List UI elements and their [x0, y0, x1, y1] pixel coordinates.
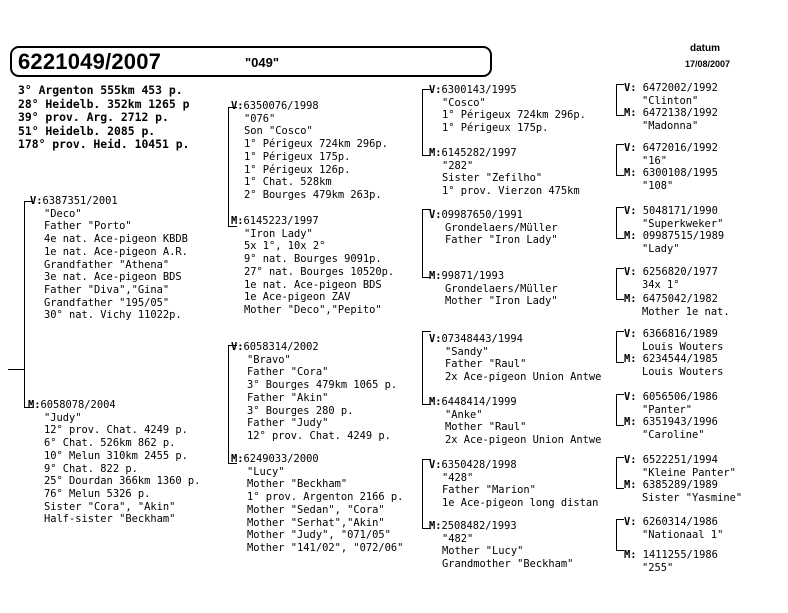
- pedigree-line: Mother "Sedan", "Cora": [247, 503, 385, 516]
- pedigree-line: 1° prov. Argenton 2166 p.: [247, 491, 404, 504]
- performance-line: 178° prov. Heid. 10451 p.: [18, 137, 190, 151]
- pedigree-line: "Deco": [44, 207, 82, 220]
- pedigree-line: "428": [442, 471, 474, 484]
- gen4-14: [624, 479, 742, 504]
- dam-label: M:: [624, 293, 637, 305]
- pedigree-line: Father "Cora": [247, 366, 329, 379]
- pedigree-line: "Nationaal 1": [642, 528, 724, 541]
- pedigree-line: 27° nat. Bourges 10520p.: [244, 265, 395, 278]
- pedigree-line: "Judy": [44, 411, 82, 424]
- ring-number: 6350428/1998: [441, 459, 517, 471]
- pedigree-line: "Bravo": [247, 353, 291, 366]
- gen3-4: [429, 270, 612, 308]
- pedigree-line: Father "Diva","Gina": [44, 283, 170, 296]
- gen1-sire: [30, 195, 188, 322]
- pedigree-line: Mother "Raul": [445, 421, 527, 434]
- pedigree-line: 30° nat. Vichy 11022p.: [44, 309, 182, 322]
- sire-label: V:: [231, 341, 244, 353]
- ring-number: 6351943/1996: [642, 416, 718, 428]
- gen2-sire-sire: [231, 100, 388, 202]
- bracket-gen4-4: [616, 268, 624, 300]
- gen4-9: [624, 328, 723, 353]
- pedigree-line: "108": [642, 179, 674, 192]
- pedigree-line: 1° Périgeux 126p.: [244, 163, 351, 176]
- pedigree-line: 6° Chat. 526km 862 p.: [44, 437, 176, 450]
- pedigree-line: Mother "Lucy": [442, 545, 524, 558]
- gen4-1: [624, 82, 718, 107]
- pedigree-line: "Kleine Panter": [642, 466, 736, 479]
- pedigree-line: Grondelaers/Müller: [445, 221, 558, 234]
- dam-label: M:: [231, 215, 244, 227]
- ring-number: 6387351/2001: [42, 195, 118, 207]
- datum-value: 17/08/2007: [685, 59, 731, 69]
- pedigree-line: Father "Marion": [442, 484, 536, 497]
- pedigree-line: "Panter": [642, 403, 693, 416]
- gen4-16: [624, 549, 718, 574]
- pedigree-line: 2x Ace-pigeon Union Antwe: [445, 434, 602, 447]
- pedigree-line: 3° Bourges 280 p.: [247, 404, 354, 417]
- dam-label: M:: [624, 167, 637, 179]
- pedigree-line: 9° nat. Bourges 9091p.: [244, 253, 382, 266]
- gen3-2: [429, 147, 612, 198]
- gen3-8: [429, 520, 612, 571]
- bracket-gen4-3: [616, 207, 624, 239]
- performance-line: 28° Heidelb. 352km 1265 p: [18, 96, 190, 111]
- dam-label: M:: [624, 353, 637, 365]
- sire-label: V:: [30, 195, 43, 207]
- bracket-gen4-2: [616, 144, 624, 176]
- dam-label: M:: [429, 396, 442, 408]
- pedigree-line: Grandfather "195/05": [44, 296, 170, 309]
- gen4-13: [624, 454, 736, 479]
- ring-number: 6472016/1992: [642, 142, 718, 154]
- pedigree-line: Mother "Iron Lady": [445, 295, 558, 308]
- gen4-5: [624, 205, 723, 230]
- pedigree-line: 1° Périgeux 724km 296p.: [442, 109, 586, 122]
- performance-line: 51° Heidelb. 2085 p.: [18, 123, 156, 138]
- pedigree-line: 9° Chat. 822 p.: [44, 462, 138, 475]
- pedigree-line: Mother 1e nat.: [642, 305, 730, 318]
- dam-label: M:: [231, 453, 244, 465]
- ring-number: 2508482/1993: [441, 520, 517, 532]
- sire-label: V:: [624, 205, 637, 217]
- gen3-3: [429, 209, 612, 247]
- pedigree-line: Mother "Judy", "071/05": [247, 529, 391, 542]
- pedigree-line: 12° prov. Chat. 4249 p.: [44, 424, 188, 437]
- pedigree-line: 2x Ace-pigeon Union Antwe: [445, 371, 602, 384]
- pedigree-line: Sister "Yasmine": [642, 491, 743, 504]
- dam-label: M:: [429, 270, 442, 282]
- pedigree-line: Sister "Cora", "Akin": [44, 500, 176, 513]
- ring-number: 6472138/1992: [642, 107, 718, 119]
- dam-label: M:: [624, 549, 637, 561]
- gen2-sire-dam: [231, 215, 394, 317]
- pedigree-line: 2° Bourges 479km 263p.: [244, 188, 382, 201]
- bracket-gen4-5: [616, 331, 624, 363]
- pedigree-line: Mother "Serhat","Akin": [247, 516, 385, 529]
- gen4-8: [624, 293, 730, 318]
- bracket-gen4-1: [616, 84, 624, 116]
- pedigree-line: Mother "Deco","Pepito": [244, 303, 382, 316]
- subject-name: "049": [245, 55, 280, 70]
- gen4-2: [624, 107, 718, 132]
- gen4-6: [624, 230, 724, 255]
- pedigree-line: 34x 1°: [642, 278, 680, 291]
- pedigree-line: Grandmother "Beckham": [442, 558, 574, 571]
- pedigree-line: "Caroline": [642, 428, 705, 441]
- ring-number: 1411255/1986: [642, 549, 718, 561]
- ring-number: 6472002/1992: [642, 82, 718, 94]
- gen4-7: [624, 266, 718, 291]
- performance-list: [18, 84, 189, 152]
- pedigree-line: "076": [244, 112, 276, 125]
- pedigree-line: "Superkweker": [642, 217, 724, 230]
- ring-number: 6058314/2002: [243, 341, 319, 353]
- ring-number: 5048171/1990: [642, 205, 718, 217]
- pedigree-line: "Lady": [642, 242, 680, 255]
- dam-label: M:: [28, 399, 41, 411]
- pedigree-line: 1° prov. Vierzon 475km: [442, 185, 580, 198]
- pedigree-line: "Lucy": [247, 465, 285, 478]
- sire-label: V:: [624, 516, 637, 528]
- pedigree-line: 1e nat. Ace-pigeon A.R.: [44, 245, 188, 258]
- dam-label: M:: [429, 147, 442, 159]
- bracket-gen4-7: [616, 457, 624, 489]
- performance-line: 39° prov. Arg. 2712 p.: [18, 110, 169, 124]
- pedigree-line: "Anke": [445, 408, 483, 421]
- pedigree-line: "255": [642, 561, 674, 574]
- gen4-12: [624, 416, 718, 441]
- pedigree-line: 3e nat. Ace-pigeon BDS: [44, 271, 182, 284]
- gen4-15: [624, 516, 723, 541]
- bracket-gen4-8: [616, 519, 624, 551]
- subject-connector: [8, 369, 24, 370]
- ring-number: 09987650/1991: [441, 209, 523, 221]
- pedigree-line: "Sandy": [445, 345, 489, 358]
- pedigree-line: Father "Iron Lady": [445, 234, 558, 247]
- ring-number: 6145282/1997: [441, 147, 517, 159]
- sire-label: V:: [624, 328, 637, 340]
- pedigree-line: Half-sister "Beckham": [44, 513, 176, 526]
- subject-ring-number: 6221049/2007: [18, 49, 162, 74]
- sire-label: V:: [624, 82, 637, 94]
- ring-number: 6475042/1982: [642, 293, 718, 305]
- pedigree-line: "16": [642, 154, 668, 167]
- pedigree-line: Grondelaers/Müller: [445, 282, 558, 295]
- sire-label: V:: [624, 391, 637, 403]
- datum-label: datum: [690, 43, 720, 54]
- ring-number: 6366816/1989: [642, 328, 718, 340]
- pedigree-line: "Cosco": [442, 96, 486, 109]
- gen1-dam: [28, 399, 200, 526]
- pedigree-line: 4e nat. Ace-pigeon KBDB: [44, 233, 188, 246]
- pedigree-line: 25° Dourdan 366km 1360 p.: [44, 475, 201, 488]
- sire-label: V:: [231, 100, 244, 112]
- ring-number: 6300143/1995: [441, 84, 517, 96]
- pedigree-line: Mother "141/02", "072/06": [247, 541, 404, 554]
- ring-number: 6145223/1997: [243, 215, 319, 227]
- gen3-5: [429, 333, 612, 384]
- pedigree-line: 10° Melun 310km 2455 p.: [44, 449, 188, 462]
- sire-label: V:: [624, 266, 637, 278]
- pedigree-line: 3° Bourges 479km 1065 p.: [247, 379, 398, 392]
- bracket-gen4-6: [616, 394, 624, 426]
- pedigree-line: Father "Judy": [247, 417, 329, 430]
- pedigree-line: 1° Périgeux 175p.: [442, 122, 549, 135]
- gen4-3: [624, 142, 718, 167]
- ring-number: 6234544/1985: [642, 353, 718, 365]
- pedigree-line: "Clinton": [642, 94, 699, 107]
- dam-label: M:: [624, 230, 637, 242]
- pedigree-line: 12° prov. Chat. 4249 p.: [247, 429, 391, 442]
- ring-number: 6058078/2004: [40, 399, 116, 411]
- gen4-10: [624, 353, 723, 378]
- ring-number: 6249033/2000: [243, 453, 319, 465]
- sire-label: V:: [429, 333, 442, 345]
- sire-label: V:: [624, 142, 637, 154]
- gen2-dam-sire: [231, 341, 397, 443]
- pedigree-line: 5x 1°, 10x 2°: [244, 240, 326, 253]
- ring-number: 6260314/1986: [642, 516, 718, 528]
- sire-label: V:: [429, 209, 442, 221]
- pedigree-line: 1e Ace-pigeon long distan: [442, 497, 599, 510]
- gen4-11: [624, 391, 718, 416]
- ring-number: 99871/1993: [441, 270, 505, 282]
- pedigree-line: 1e nat. Ace-pigeon BDS: [244, 278, 382, 291]
- pedigree-line: "Madonna": [642, 119, 699, 132]
- ring-number: 09987515/1989: [642, 230, 725, 242]
- pedigree-line: "482": [442, 532, 474, 545]
- pedigree-line: "Iron Lady": [244, 227, 313, 240]
- pedigree-line: Louis Wouters: [642, 365, 724, 378]
- pedigree-line: Grandfather "Athena": [44, 258, 170, 271]
- pedigree-line: 1° Chat. 528km: [244, 176, 332, 189]
- sire-label: V:: [429, 84, 442, 96]
- pedigree-line: 1° Périgeux 175p.: [244, 150, 351, 163]
- ring-number: 6448414/1999: [441, 396, 517, 408]
- pedigree-line: "282": [442, 159, 474, 172]
- sire-label: V:: [429, 459, 442, 471]
- sire-label: V:: [624, 454, 637, 466]
- dam-label: M:: [624, 107, 637, 119]
- pedigree-line: 1° Périgeux 724km 296p.: [244, 138, 388, 151]
- gen4-4: [624, 167, 718, 192]
- gen3-1: [429, 84, 612, 135]
- gen3-6: [429, 396, 612, 447]
- performance-line: 3° Argenton 555km 453 p.: [18, 83, 183, 97]
- pedigree-line: Louis Wouters: [642, 340, 724, 353]
- pedigree-line: Mother "Beckham": [247, 478, 348, 491]
- pedigree-line: 1e Ace-pigeon ZAV: [244, 291, 351, 304]
- ring-number: 6350076/1998: [243, 100, 319, 112]
- ring-number: 6385289/1989: [642, 479, 718, 491]
- dam-label: M:: [429, 520, 442, 532]
- dam-label: M:: [624, 479, 637, 491]
- ring-number: 07348443/1994: [441, 333, 523, 345]
- pedigree-line: 76° Melun 5326 p.: [44, 487, 151, 500]
- pedigree-line: Father "Raul": [445, 358, 527, 371]
- ring-number: 6256820/1977: [642, 266, 718, 278]
- ring-number: 6056506/1986: [642, 391, 718, 403]
- gen2-dam-dam: [231, 453, 403, 555]
- ring-number: 6522251/1994: [642, 454, 718, 466]
- dam-label: M:: [624, 416, 637, 428]
- pedigree-line: Father "Porto": [44, 220, 132, 233]
- gen3-7: [429, 459, 612, 510]
- pedigree-line: Son "Cosco": [244, 125, 313, 138]
- ring-number: 6300108/1995: [642, 167, 718, 179]
- pedigree-line: Sister "Zefilho": [442, 172, 543, 185]
- pedigree-line: Father "Akin": [247, 391, 329, 404]
